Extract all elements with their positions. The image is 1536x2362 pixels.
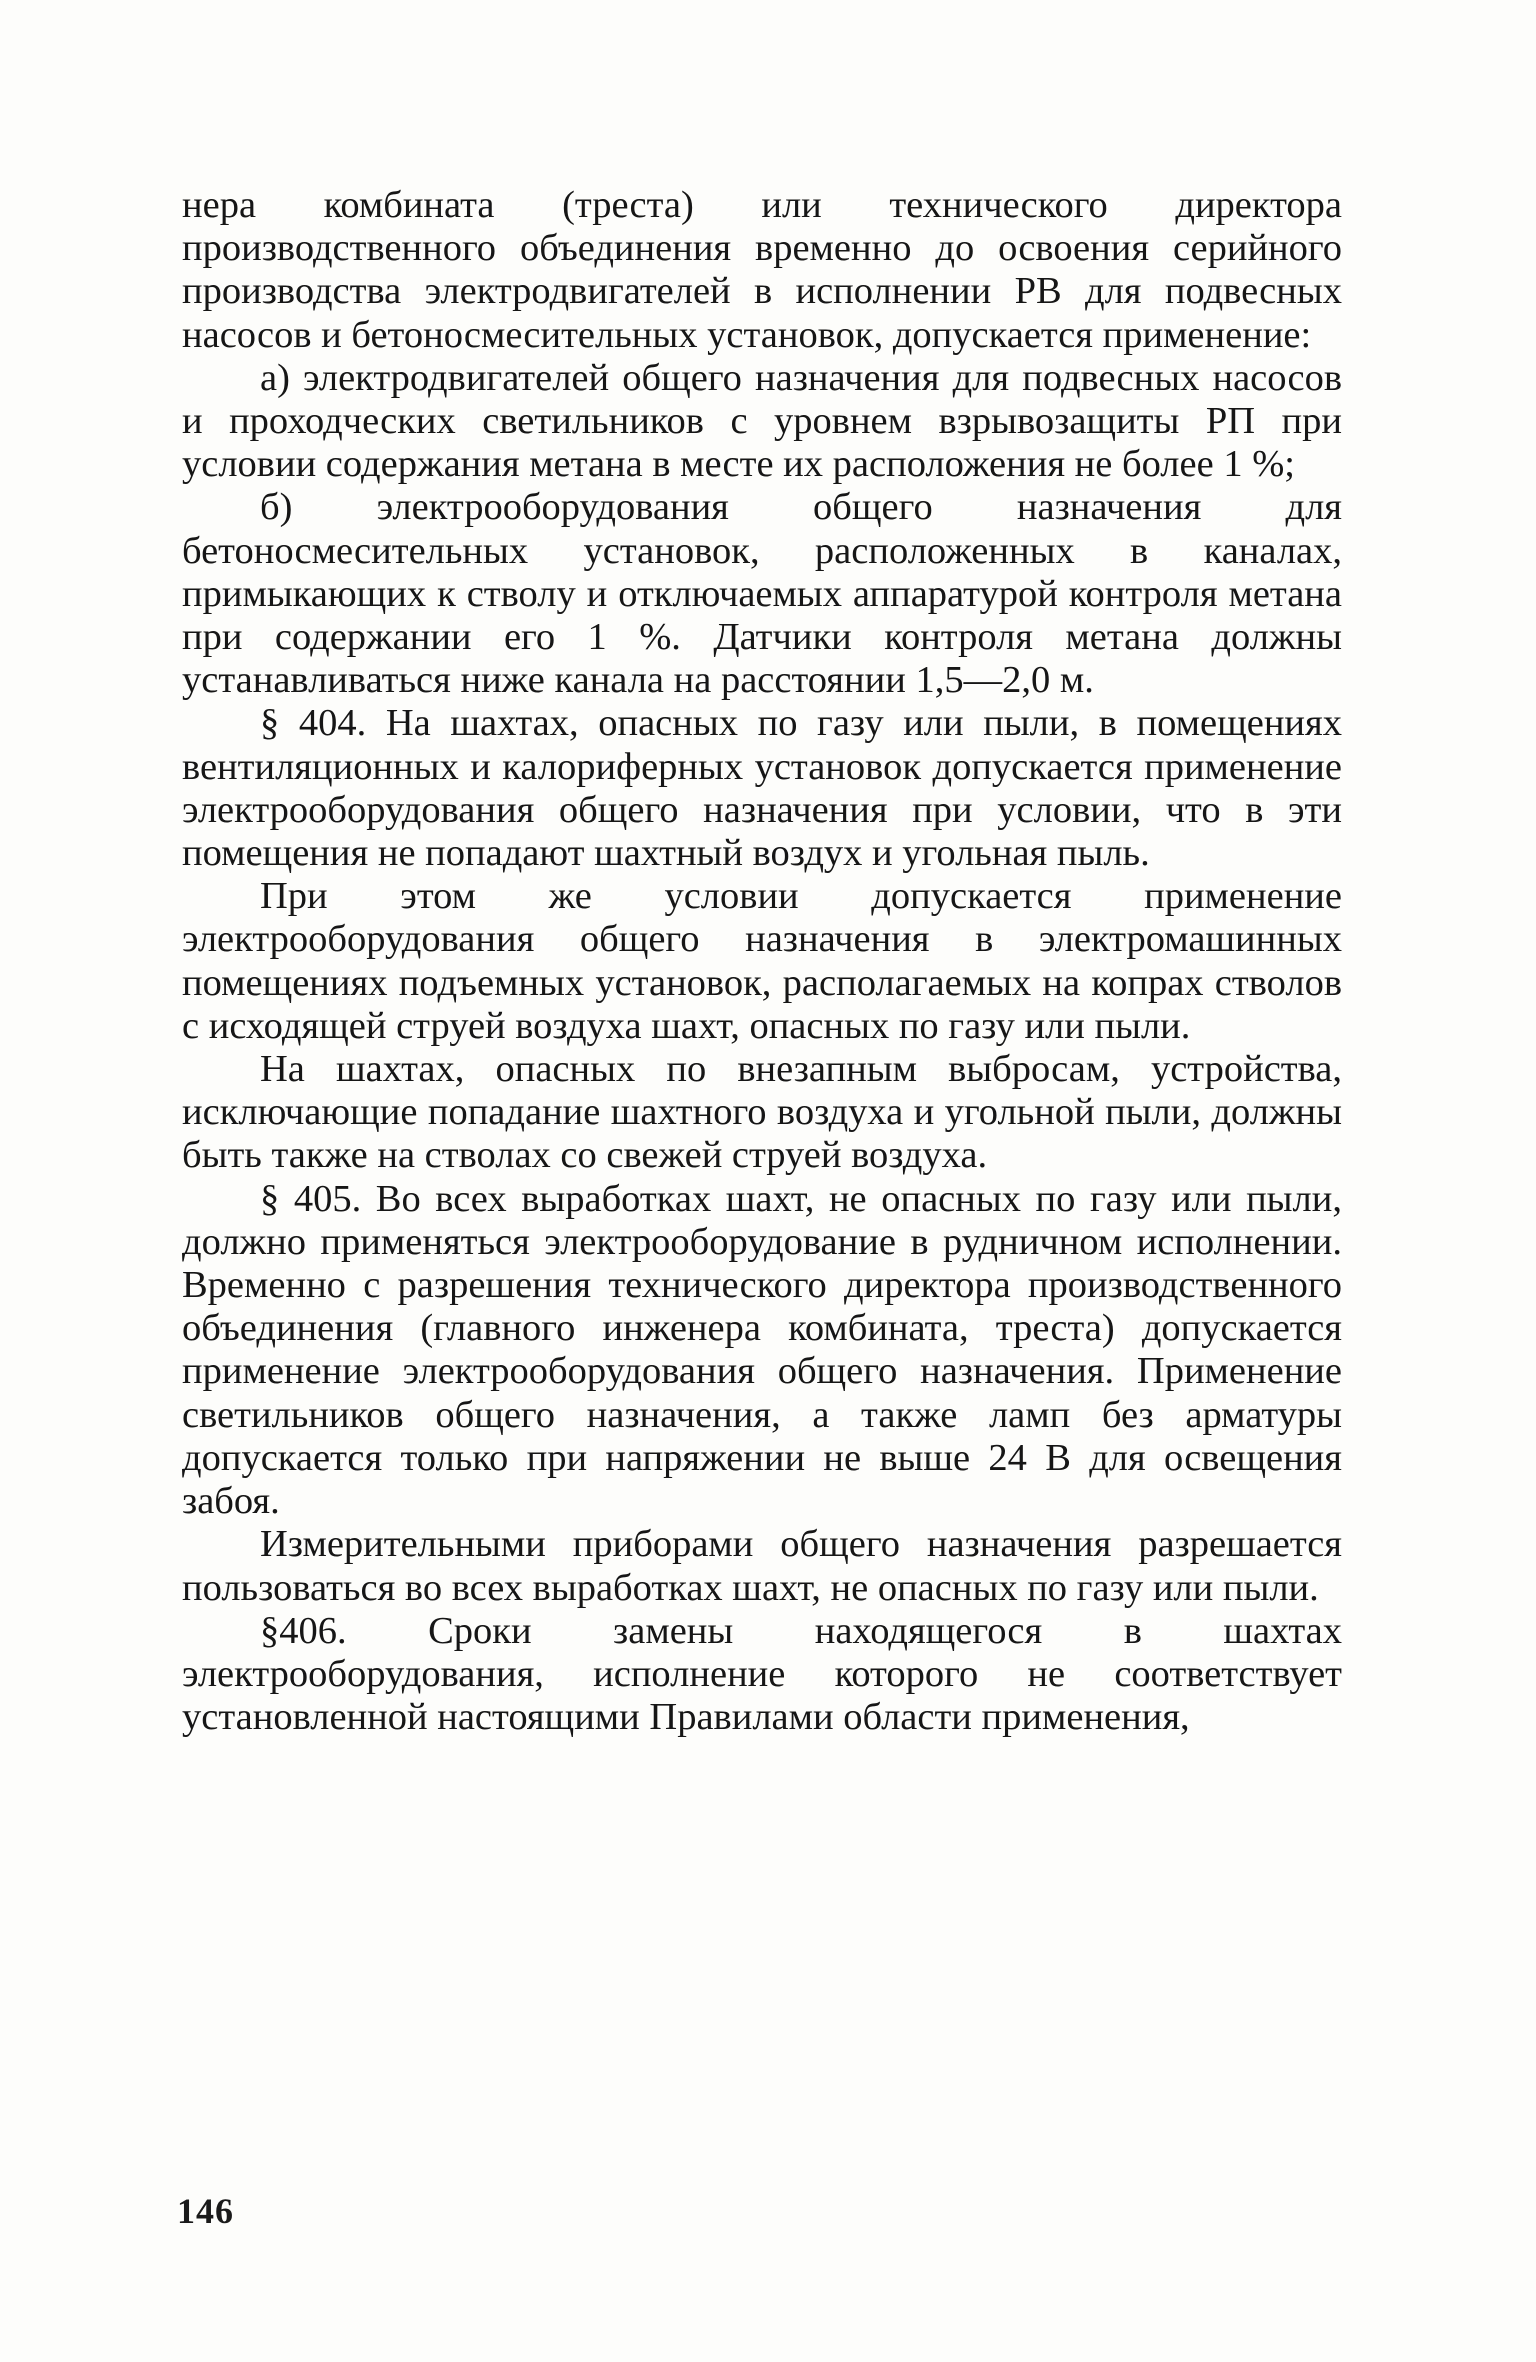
paragraph-section-404: § 404. На шахтах, опасных по газу или пыли, в помещениях вентиляционных и калориферных установок допускается применение электрооборудования общего назначения при условии, что в эти помещения не попадают шахтный воздух и угольная пыль.	[182, 702, 1342, 875]
paragraph-item-b: б) электрооборудования общего назначения для бетоносмесительных установок, расположенных в каналах, примыкающих к стволу и отключаемых аппаратурой контроля метана при содержании его 1 %. Датчики контроля метана должны устанавливаться ниже канала на расстоянии 1,5—2,0 м.	[182, 486, 1342, 702]
paragraph-section-406: §406. Сроки замены находящегося в шахтах электрооборудования, исполнение которого не соответствует установленной настоящими Правилами области применения,	[182, 1609, 1342, 1739]
page-number: 146	[177, 2191, 234, 2231]
paragraph-section-405-instruments: Измерительными приборами общего назначения разрешается пользоваться во всех выработках шахт, не опасных по газу или пыли.	[182, 1523, 1342, 1609]
paragraph-continuation: нера комбината (треста) или технического директора производственного объединения временно до освоения серийного производства электродвигателей в исполнении РВ для подвесных насосов и бетоносмесительных установок, допускается применение:	[182, 184, 1342, 356]
body-text	[182, 184, 1342, 1739]
paragraph-section-404-conditions: При этом же условии допускается применение электрооборудования общего назначения в электромашинных помещениях подъемных установок, располагаемых на копрах стволов с исходящей струей воздуха шахт, опасных по газу или пыли.	[182, 875, 1342, 1047]
paragraph-section-405: § 405. Во всех выработках шахт, не опасных по газу или пыли, должно применяться электрооборудование в рудничном исполнении. Временно с разрешения технического директора производственного объединения (главного инженера комбината, треста) допускается применение электрооборудования общего назначения. Применение светильников общего назначения, а также ламп без арматуры допускается только при напряжении не выше 24 В для освещения забоя.	[182, 1177, 1342, 1523]
paragraph-item-a: а) электродвигателей общего назначения для подвесных насосов и проходческих светильников с уровнем взрывозащиты РП при условии содержания метана в месте их расположения не более 1 %;	[182, 356, 1342, 486]
paragraph-section-404-outbursts: На шахтах, опасных по внезапным выбросам, устройства, исключающие попадание шахтного воздуха и угольной пыли, должны быть также на стволах со свежей струей воздуха.	[182, 1048, 1342, 1177]
